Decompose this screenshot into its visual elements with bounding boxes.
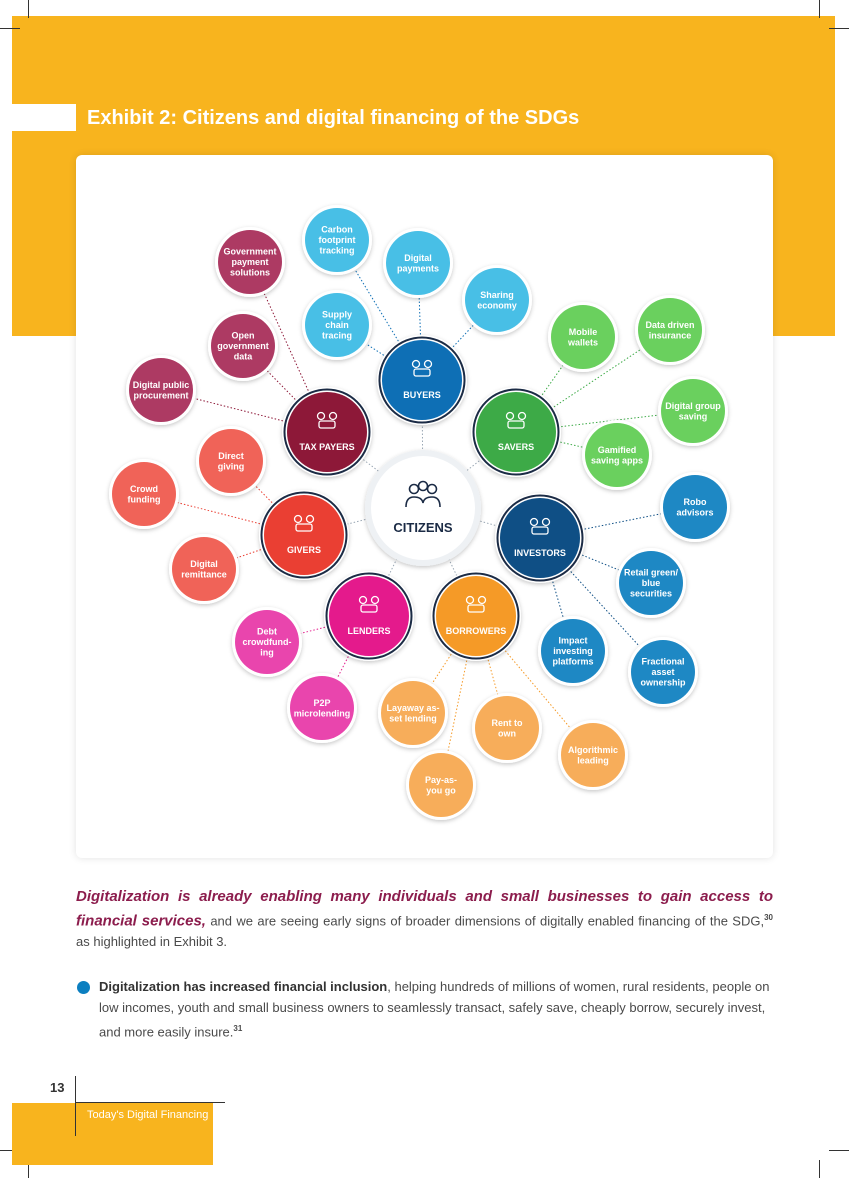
leaf-label: giving — [217, 461, 245, 472]
leaf-node — [109, 459, 179, 529]
leaf-label: leading — [577, 755, 609, 766]
leaf-label: Digital — [190, 558, 218, 569]
leaf-label: Gamified — [597, 444, 637, 455]
leaf-label: Data driven — [645, 319, 695, 330]
leaf-label: Government — [223, 246, 277, 257]
leaf-label: Supply — [321, 309, 353, 320]
leaf-node — [232, 607, 302, 677]
leaf-node — [548, 302, 618, 372]
leaf-label: Open — [231, 330, 255, 341]
leaf-label: funding — [127, 494, 161, 505]
center-node — [365, 450, 481, 566]
leaf-label: footprint — [318, 235, 356, 246]
page-number: 13 — [50, 1080, 65, 1095]
leaf-label: payments — [396, 263, 440, 274]
leaf-node — [208, 311, 278, 381]
leaf-node — [215, 227, 285, 297]
hub-node-taxpayers — [282, 387, 372, 477]
leaf-label: Digital — [404, 252, 432, 263]
leaf-label: P2P — [313, 697, 331, 708]
bullet-item — [99, 976, 773, 1042]
footnote-ref: 31 — [233, 1024, 243, 1033]
leaf-label: platforms — [552, 656, 594, 667]
bullet-text: , helping hundreds of millions of women, rural residents, people on low incomes, youth and small business owners to seamlessly transact, safely save, cheaply borrow, securely invest, and more easily insure. — [99, 979, 770, 1040]
leaf-node — [628, 637, 698, 707]
footer-divider — [75, 1076, 76, 1136]
leaf-label: Sharing — [480, 289, 514, 300]
leaf-label: Digital group — [665, 400, 721, 411]
leaf-node — [196, 426, 266, 496]
leaf-label: Retail green/ — [623, 567, 679, 578]
leaf-node — [658, 376, 728, 446]
leaf-label: saving apps — [590, 455, 644, 466]
leaf-label: Mobile — [568, 326, 598, 337]
hub-node-savers — [471, 387, 561, 477]
leaf-node — [169, 534, 239, 604]
leaf-label: Impact — [558, 635, 588, 646]
leaf-node — [472, 693, 542, 763]
leaf-label: set lending — [389, 713, 437, 724]
leaf-label: Carbon — [321, 224, 353, 235]
leaf-label: ownership — [640, 677, 686, 688]
leaf-label: payment — [231, 257, 269, 268]
leaf-label: microlending — [293, 708, 351, 719]
hub-node-buyers — [377, 335, 467, 425]
hub-node-lenders — [324, 571, 414, 661]
paragraph-text: and we are seeing early signs of broader dimensions of digitally enabled financing of the SDG, — [205, 913, 765, 929]
hub-label: BORROWERS — [445, 626, 507, 637]
leaf-label: government — [217, 341, 269, 352]
leaf-label: asset — [651, 667, 675, 678]
leaf-label: saving — [678, 411, 708, 422]
leaf-node — [383, 228, 453, 298]
footer-section-title: Today's Digital Financing — [87, 1109, 209, 1121]
leaf-node — [406, 750, 476, 820]
intro-paragraph — [76, 886, 773, 952]
hub-label: BUYERS — [403, 390, 441, 401]
leaf-label: economy — [477, 300, 517, 311]
leaf-node — [558, 720, 628, 790]
paragraph-lead: Digitalization is already enabling many individuals and small businesses to gain access to financial services, — [76, 888, 773, 930]
hub-label: TAX PAYERS — [299, 442, 355, 453]
leaf-label: investing — [553, 646, 593, 657]
leaf-label: solutions — [230, 267, 270, 278]
leaf-label: Direct — [218, 450, 244, 461]
leaf-label: Layaway as- — [386, 702, 440, 713]
leaf-node — [302, 205, 372, 275]
bullet-bold: Digitalization has increased financial inclusion — [99, 979, 388, 994]
leaf-node — [287, 673, 357, 743]
leaf-label: tracing — [321, 330, 353, 341]
leaf-node — [302, 290, 372, 360]
hub-node-givers — [259, 490, 349, 580]
hub-node-investors — [495, 493, 585, 583]
leaf-label: remittance — [181, 569, 227, 580]
leaf-label: chain — [325, 320, 349, 331]
leaf-label: Debt — [257, 626, 277, 637]
leaf-label: insurance — [648, 330, 692, 341]
leaf-label: you go — [426, 785, 456, 796]
leaf-label: advisors — [676, 507, 714, 518]
leaf-node — [126, 355, 196, 425]
leaf-node — [538, 616, 608, 686]
hub-label: INVESTORS — [514, 548, 566, 559]
leaf-label: Crowd — [130, 483, 158, 494]
exhibit-title: Exhibit 2: Citizens and digital financing of the SDGs — [87, 107, 580, 129]
leaf-node — [462, 265, 532, 335]
hub-label: GIVERS — [286, 545, 322, 556]
footer-rule — [75, 1102, 225, 1103]
leaf-node — [378, 678, 448, 748]
leaf-node — [660, 472, 730, 542]
leaf-label: tracking — [319, 245, 355, 256]
footnote-ref: 30 — [764, 913, 773, 922]
paragraph-tail: as highlighted in Exhibit 3. — [76, 934, 228, 950]
leaf-label: Digital public — [132, 379, 190, 390]
leaf-node — [635, 295, 705, 365]
leaf-label: Pay-as- — [424, 774, 458, 785]
leaf-label: Rent to — [491, 717, 523, 728]
center-label: CITIZENS — [393, 520, 453, 535]
leaf-label: crowdfund- — [242, 637, 292, 648]
leaf-label: wallets — [567, 337, 599, 348]
leaf-node — [582, 420, 652, 490]
leaf-label: procurement — [133, 390, 189, 401]
hub-label: LENDERS — [347, 626, 391, 637]
leaf-node — [616, 548, 686, 618]
leaf-label: Fractional — [641, 656, 685, 667]
leaf-label: data — [233, 351, 253, 362]
leaf-label: blue — [641, 578, 661, 589]
leaf-label: Algorithmic — [567, 744, 619, 755]
hub-label: SAVERS — [497, 442, 535, 453]
hub-node-borrowers — [431, 571, 521, 661]
leaf-label: ing — [260, 647, 274, 658]
leaf-label: securities — [629, 588, 673, 599]
bullet-icon — [77, 981, 90, 994]
leaf-label: Robo — [683, 496, 707, 507]
leaf-label: own — [498, 728, 516, 739]
